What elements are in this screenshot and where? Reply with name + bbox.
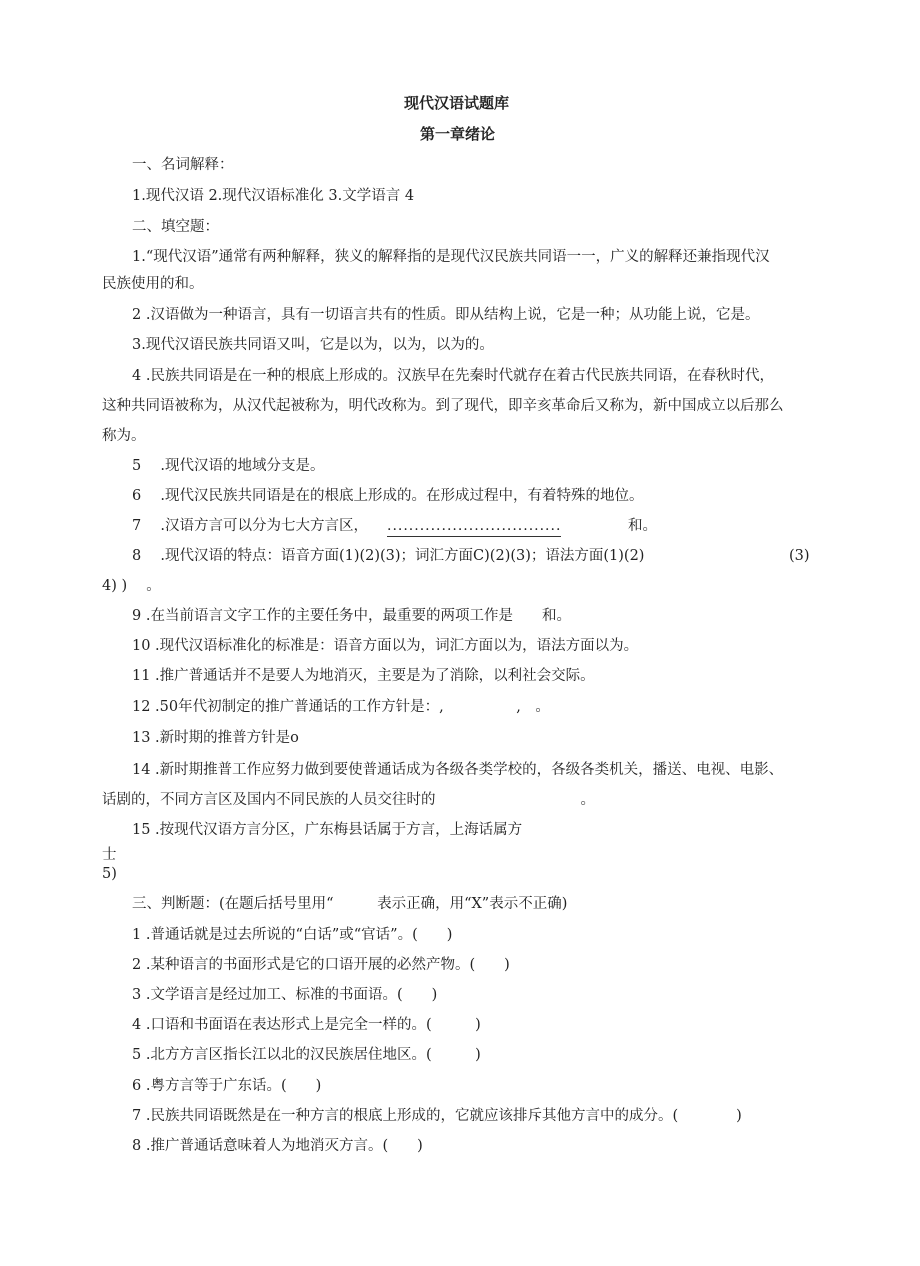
question-6: 6 .现代汉民族共同语是在的根底上形成的。在形成过程中，有着特殊的地位。 xyxy=(132,488,644,504)
question-7-blank-dots: ................................ xyxy=(387,516,561,537)
question-13: 13 .新时期的推普方针是o xyxy=(132,730,299,746)
judgement-4: 4 .口语和书面语在表达形式上是完全一样的。( ) xyxy=(132,1017,481,1033)
definition-terms: 1.现代汉语 2.现代汉语标准化 3.文学语言 4 xyxy=(132,188,415,204)
judgement-2: 2 .某种语言的书面形式是它的口语开展的必然产物。( ) xyxy=(132,957,510,973)
question-8: 8 .现代汉语的特点：语音方面(1)(2)(3)；词汇方面C)(2)(3)；语法方面(1)(2) xyxy=(132,548,645,564)
question-8-line-2: 4) ) 。 xyxy=(102,578,161,594)
question-15: 15 .按现代汉语方言分区，广东梅县话属于方言，上海话属方 xyxy=(132,822,523,838)
question-9: 9 .在当前语言文字工作的主要任务中，最重要的两项工作是 和。 xyxy=(132,608,571,624)
section-heading-fill-in: 二、填空题： xyxy=(132,219,219,235)
question-15-fragment: 士 xyxy=(102,847,117,863)
question-3: 3.现代汉语民族共同语又叫，它是以为，以为，以为的。 xyxy=(132,337,494,353)
judgement-5: 5 .北方方言区指长江以北的汉民族居住地区。( ) xyxy=(132,1047,481,1063)
question-10: 10 .现代汉语标准化的标准是：语音方面以为，词汇方面以为，语法方面以为。 xyxy=(132,638,639,654)
question-11: 11 .推广普通话并不是要人为地消灭，主要是为了消除，以利社会交际。 xyxy=(132,668,595,684)
question-7-tail: 和。 xyxy=(628,518,657,534)
chapter-title: 第一章绪论 xyxy=(420,125,496,143)
judgement-6: 6 .粤方言等于广东话。( ) xyxy=(132,1078,322,1094)
question-12: 12 .50年代初制定的推广普通话的工作方针是：, , 。 xyxy=(132,699,550,715)
question-1-line-2: 民族使用的和。 xyxy=(102,276,204,292)
judgement-7: 7 .民族共同语既然是在一种方言的根底上形成的，它就应该排斥其他方言中的成分。( ) xyxy=(132,1108,742,1124)
section-heading-definitions: 一、名词解释： xyxy=(132,157,234,173)
judgement-8: 8 .推广普通话意味着人为地消灭方言。( ) xyxy=(132,1138,423,1154)
document-title: 现代汉语试题库 xyxy=(404,94,510,112)
question-4-line-1: 4 .民族共同语是在一种的根底上形成的。汉族早在先秦时代就存在着古代民族共同语，在春秋时代， xyxy=(132,368,774,384)
question-14-line-2: 话剧的，不同方言区及国内不同民族的人员交往时的 。 xyxy=(102,792,595,808)
question-4-line-2: 这种共同语被称为，从汉代起被称为，明代改称为。到了现代，即辛亥革命后又称为，新中国成立以后那么 xyxy=(102,398,784,414)
judgement-1: 1 .普通话就是过去所说的“白话”或“官话”。( ) xyxy=(132,927,453,943)
question-7: 7 .汉语方言可以分为七大方言区， xyxy=(132,518,368,534)
section-heading-true-false: 三、判断题：(在题后括号里用“ 表示正确，用“X”表示不正确) xyxy=(132,896,568,912)
question-1-line-1: 1.“现代汉语”通常有两种解释，狭义的解释指的是现代汉民族共同语一一，广义的解释还兼指现代汉 xyxy=(132,249,770,265)
question-14-line-1: 14 .新时期推普工作应努力做到要使普通话成为各级各类学校的，各级各类机关，播送、电视、电影、 xyxy=(132,762,784,778)
judgement-3: 3 .文学语言是经过加工、标准的书面语。( ) xyxy=(132,987,438,1003)
question-5: 5 .现代汉语的地域分支是。 xyxy=(132,458,325,474)
question-15-fragment-2: 5) xyxy=(102,866,117,882)
question-8-item-3: (3) xyxy=(789,548,810,564)
question-2: 2 .汉语做为一种语言，具有一切语言共有的性质。即从结构上说，它是一种；从功能上说，它是。 xyxy=(132,307,760,323)
question-4-line-3: 称为。 xyxy=(102,428,146,444)
